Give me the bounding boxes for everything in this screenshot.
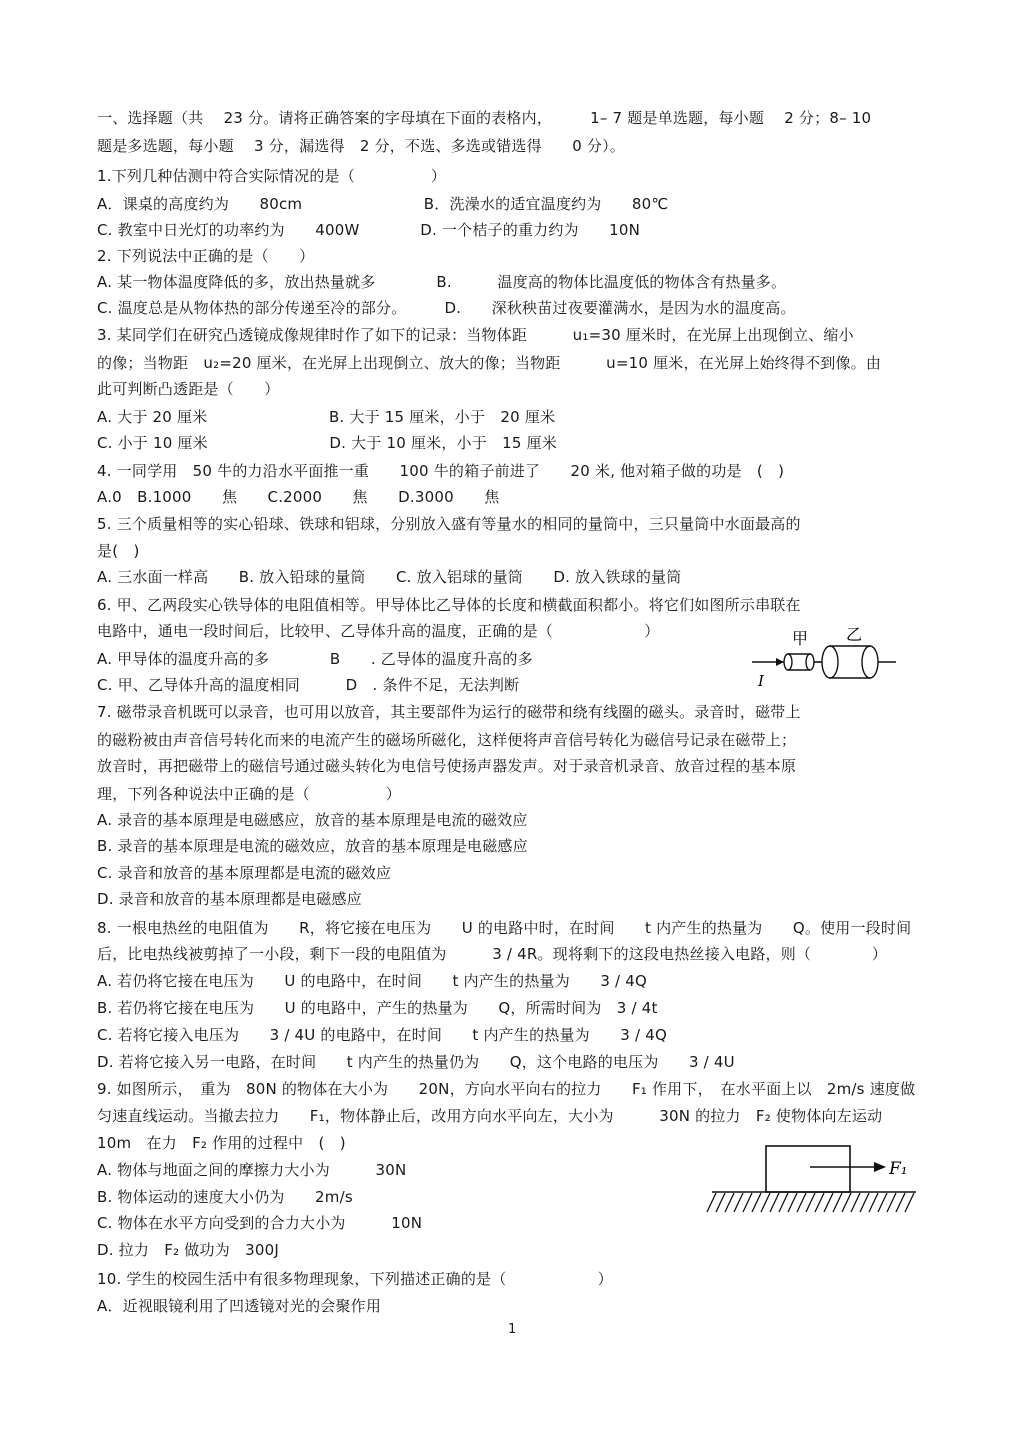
- text-line: 1.下列几种估测中符合实际情况的是（ ）: [97, 167, 447, 185]
- text-line: D. 拉力 F₂ 做功为 300J: [97, 1241, 279, 1259]
- text-line: B. 录音的基本原理是电流的磁效应，放音的基本原理是电磁感应: [97, 837, 528, 855]
- text-line: 7. 磁带录音机既可以录音，也可用以放音，其主要部件为运行的磁带和绕有线圈的磁头。录音时，磁带上: [97, 703, 801, 721]
- text-line: 的像；当物距 u₂=20 厘米，在光屏上出现倒立、放大的像；当物距 u=10 厘米，在光屏上始终得不到像。由: [97, 354, 882, 372]
- hatch-line: [770, 1193, 779, 1212]
- hatch-line: [761, 1193, 770, 1212]
- text-line: C. 教室中日光灯的功率约为 400W D. 一个桔子的重力约为 10N: [97, 221, 641, 239]
- text-line: 9. 如图所示， 重为 80N 的物体在大小为 20N，方向水平向右的拉力 F₁ 作用下， 在水平面上以 2m/s 速度做: [97, 1080, 916, 1098]
- text-line: D. 录音和放音的基本原理都是电磁感应: [97, 890, 362, 908]
- hatch-line: [896, 1193, 905, 1212]
- hatch-line: [806, 1193, 815, 1212]
- hatch-line: [869, 1193, 878, 1212]
- text-line: 3. 某同学们在研究凸透镜成像规律时作了如下的记录：当物体距 u₁=30 厘米时，在光屏上出现倒立、缩小: [97, 326, 854, 344]
- text-line: A. 录音的基本原理是电磁感应，放音的基本原理是电流的磁效应: [97, 811, 528, 829]
- text-line: 4. 一同学用 50 牛的力沿水平面推一重 100 牛的箱子前进了 20 米, 他对箱子做的功是 ( ): [97, 462, 785, 480]
- force-label: F₁: [889, 1159, 908, 1179]
- hatch-line: [905, 1193, 914, 1212]
- series-conductors-figure: [746, 620, 898, 692]
- hatch-line: [887, 1193, 896, 1212]
- hatch-line: [824, 1193, 833, 1212]
- text-line: A.0 B.1000 焦 C.2000 焦 D.3000 焦: [97, 488, 500, 506]
- ground-hatching: [707, 1193, 914, 1212]
- current-label: I: [758, 672, 764, 690]
- text-line: A. 物体与地面之间的摩擦力大小为 30N: [97, 1161, 407, 1179]
- text-line: C. 甲、乙导体升高的温度相同 D . 条件不足，无法判断: [97, 676, 520, 694]
- hatch-line: [797, 1193, 806, 1212]
- text-line: 2. 下列说法中正确的是（ ）: [97, 247, 315, 265]
- hatch-line: [725, 1193, 734, 1212]
- text-line: C. 小于 10 厘米 D. 大于 10 厘米，小于 15 厘米: [97, 434, 557, 452]
- text-line: 5. 三个质量相等的实心铅球、铁球和铝球，分别放入盛有等量水的相同的量筒中，三只量筒中水面最高的: [97, 515, 801, 533]
- text-line: B. 物体运动的速度大小仍为 2m/s: [97, 1188, 353, 1206]
- page-number: 1: [508, 1322, 517, 1337]
- text-line: D. 若将它接入另一电路，在时间 t 内产生的热量仍为 Q，这个电路的电压为 3 / 4U: [97, 1053, 735, 1071]
- text-line: 放音时，再把磁带上的磁信号通过磁头转化为电信号使扬声器发声。对于录音机录音、放音过程的基本原: [97, 757, 797, 775]
- text-line: 一、选择题（共 23 分。请将正确答案的字母填在下面的表格内， 1– 7 题是单选题，每小题 2 分；8– 10: [97, 109, 872, 127]
- text-line: 8. 一根电热丝的电阻值为 R，将它接在电压为 U 的电路中时，在时间 t 内产生的热量为 Q。使用一段时间: [97, 919, 912, 937]
- hatch-line: [815, 1193, 824, 1212]
- conductor-a-label: 甲: [792, 629, 809, 648]
- conductor-b-label: 乙: [846, 625, 863, 644]
- hatch-line: [734, 1193, 743, 1212]
- text-line: 匀速直线运动。当撤去拉力 F₁，物体静止后，改用方向水平向左，大小为 30N 的拉力 F₂ 使物体向左运动: [97, 1107, 883, 1125]
- hatch-line: [851, 1193, 860, 1212]
- hatch-line: [842, 1193, 851, 1212]
- text-line: 的磁粉被由声音信号转化而来的电流产生的磁场所磁化，这样便将声音信号转化为磁信号记录在磁带上；: [97, 731, 797, 749]
- text-line: 6. 甲、乙两段实心铁导体的电阻值相等。甲导体比乙导体的长度和横截面积都小。将它们如图所示串联在: [97, 596, 801, 614]
- hatch-line: [788, 1193, 797, 1212]
- hatch-line: [833, 1193, 842, 1212]
- hatch-line: [752, 1193, 761, 1212]
- text-line: A. 大于 20 厘米 B. 大于 15 厘米，小于 20 厘米: [97, 408, 556, 426]
- text-line: C. 录音和放音的基本原理都是电流的磁效应: [97, 864, 392, 882]
- hatch-line: [743, 1193, 752, 1212]
- text-line: 理，下列各种说法中正确的是（ ）: [97, 785, 402, 803]
- text-line: A. 某一物体温度降低的多，放出热量就多 B. 温度高的物体比温度低的物体含有热量多。: [97, 273, 787, 291]
- text-line: 10. 学生的校园生活中有很多物理现象，下列描述正确的是（ ）: [97, 1270, 613, 1288]
- text-line: C. 温度总是从物体热的部分传递至冷的部分。 D. 深秋秧苗过夜要灌满水，是因为水的温度高。: [97, 299, 796, 317]
- hatch-line: [779, 1193, 788, 1212]
- hatch-line: [878, 1193, 887, 1212]
- text-line: 电路中，通电一段时间后，比较甲、乙导体升高的温度，正确的是（ ）: [97, 622, 660, 640]
- hatch-line: [707, 1193, 716, 1212]
- block-force-figure: [706, 1138, 922, 1220]
- hatch-line: [716, 1193, 725, 1212]
- text-line: 后，比电热线被剪掉了一小段，剩下一段的电阻值为 3 / 4R。现将剩下的这段电热丝接入电路，则（ ）: [97, 945, 888, 963]
- text-line: B. 若仍将它接在电压为 U 的电路中，产生的热量为 Q，所需时间为 3 / 4t: [97, 999, 658, 1017]
- hatch-line: [860, 1193, 869, 1212]
- text-line: 题是多选题，每小题 3 分，漏选得 2 分，不选、多选或错选得 0 分）。: [97, 137, 626, 155]
- text-line: C. 物体在水平方向受到的合力大小为 10N: [97, 1214, 423, 1232]
- text-line: A．课桌的高度约为 80cm B．洗澡水的适宜温度约为 80℃: [97, 195, 669, 213]
- text-line: A．近视眼镜利用了凹透镜对光的会聚作用: [97, 1297, 382, 1315]
- text-line: A. 三水面一样高 B. 放入铅球的量筒 C. 放入铝球的量筒 D. 放入铁球的量筒: [97, 568, 682, 586]
- text-line: A. 甲导体的温度升高的多 B . 乙导体的温度升高的多: [97, 650, 533, 668]
- text-line: 10m 在力 F₂ 作用的过程中 ( ): [97, 1134, 346, 1152]
- text-line: C. 若将它接入电压为 3 / 4U 的电路中，在时间 t 内产生的热量为 3 / 4Q: [97, 1026, 667, 1044]
- text-line: A. 若仍将它接在电压为 U 的电路中，在时间 t 内产生的热量为 3 / 4Q: [97, 972, 648, 990]
- text-line: 此可判断凸透距是（ ）: [97, 380, 280, 398]
- text-line: 是( ): [97, 542, 140, 560]
